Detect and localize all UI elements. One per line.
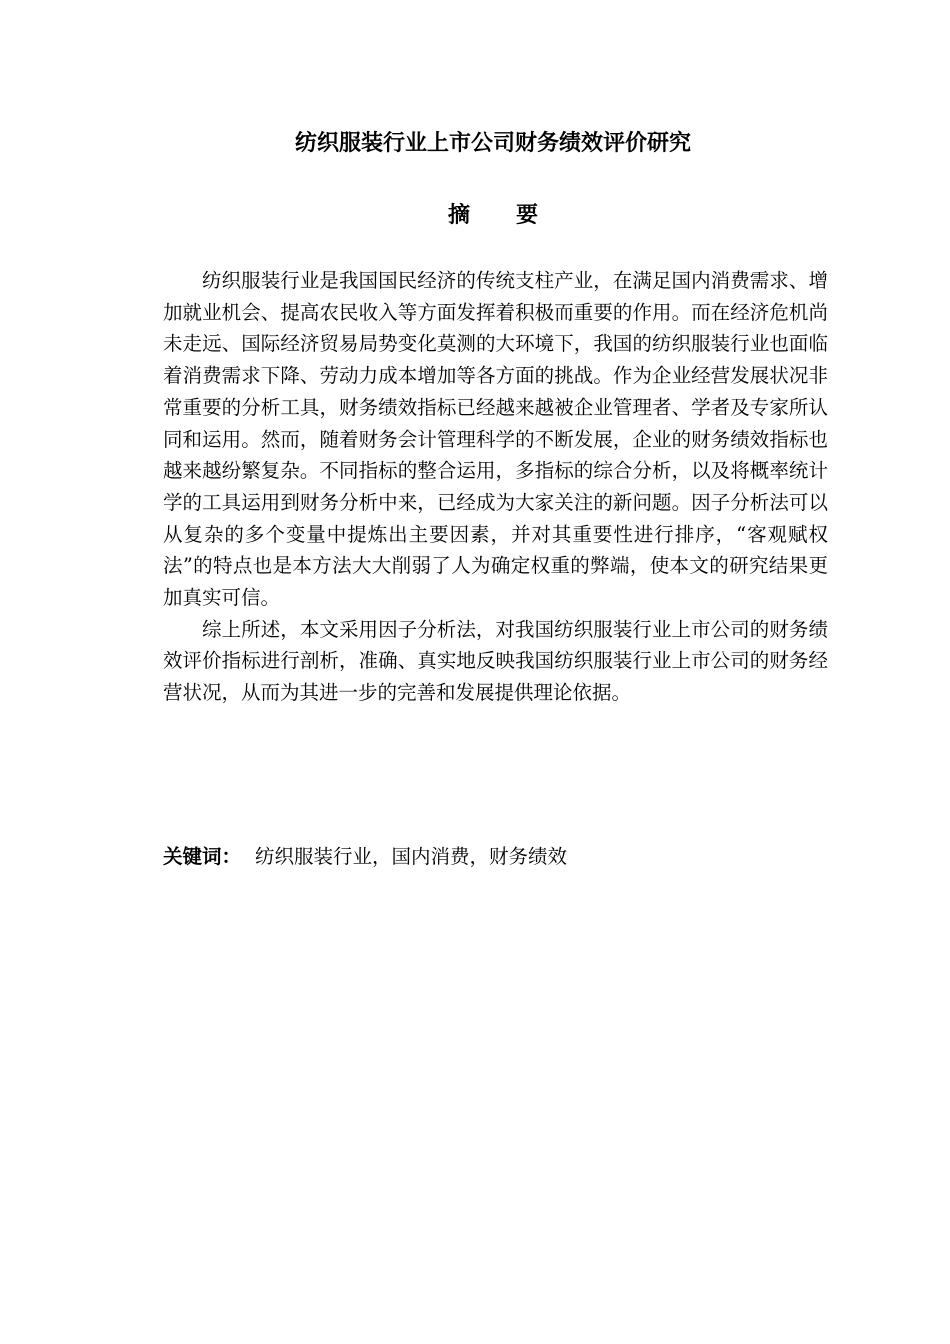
- keywords-line: [163, 842, 828, 872]
- keywords-value: 纺织服装行业，国内消费，财务绩效: [255, 845, 568, 868]
- paper-title: 纺织服装行业上市公司财务绩效评价研究: [294, 131, 691, 156]
- abstract-heading: 摘要: [447, 203, 584, 228]
- abstract-body: [163, 265, 828, 709]
- keywords-label: 关键词：: [163, 845, 242, 868]
- abstract-paragraph-1: 纺织服装行业是我国国民经济的传统支柱产业，在满足国内消费需求、增加就业机会、提高农民收入等方面发挥着积极而重要的作用。而在经济危机尚未走远、国际经济贸易局势变化莫测的大环境下，我国的纺织服装行业也面临着消费需求下降、劳动力成本增加等各方面的挑战。作为企业经营发展状况非常重要的分析工具，财务绩效指标已经越来越被企业管理者、学者及专家所认同和运用。然而，随着财务会计管理科学的不断发展，企业的财务绩效指标也越来越纷繁复杂。不同指标的整合运用，多指标的综合分析，以及将概率统计学的工具运用到财务分析中来，已经成为大家关注的新问题。因子分析法可以从复杂的多个变量中提炼出主要因素，并对其重要性进行排序，“客观赋权法”的特点也是本方法大大削弱了人为确定权重的弊端，使本文的研究结果更加真实可信。: [163, 269, 828, 610]
- abstract-paragraph-2: 综上所述，本文采用因子分析法，对我国纺织服装行业上市公司的财务绩效评价指标进行剖析，准确、真实地反映我国纺织服装行业上市公司的财务经营状况，从而为其进一步的完善和发展提供理论依据。: [163, 617, 828, 705]
